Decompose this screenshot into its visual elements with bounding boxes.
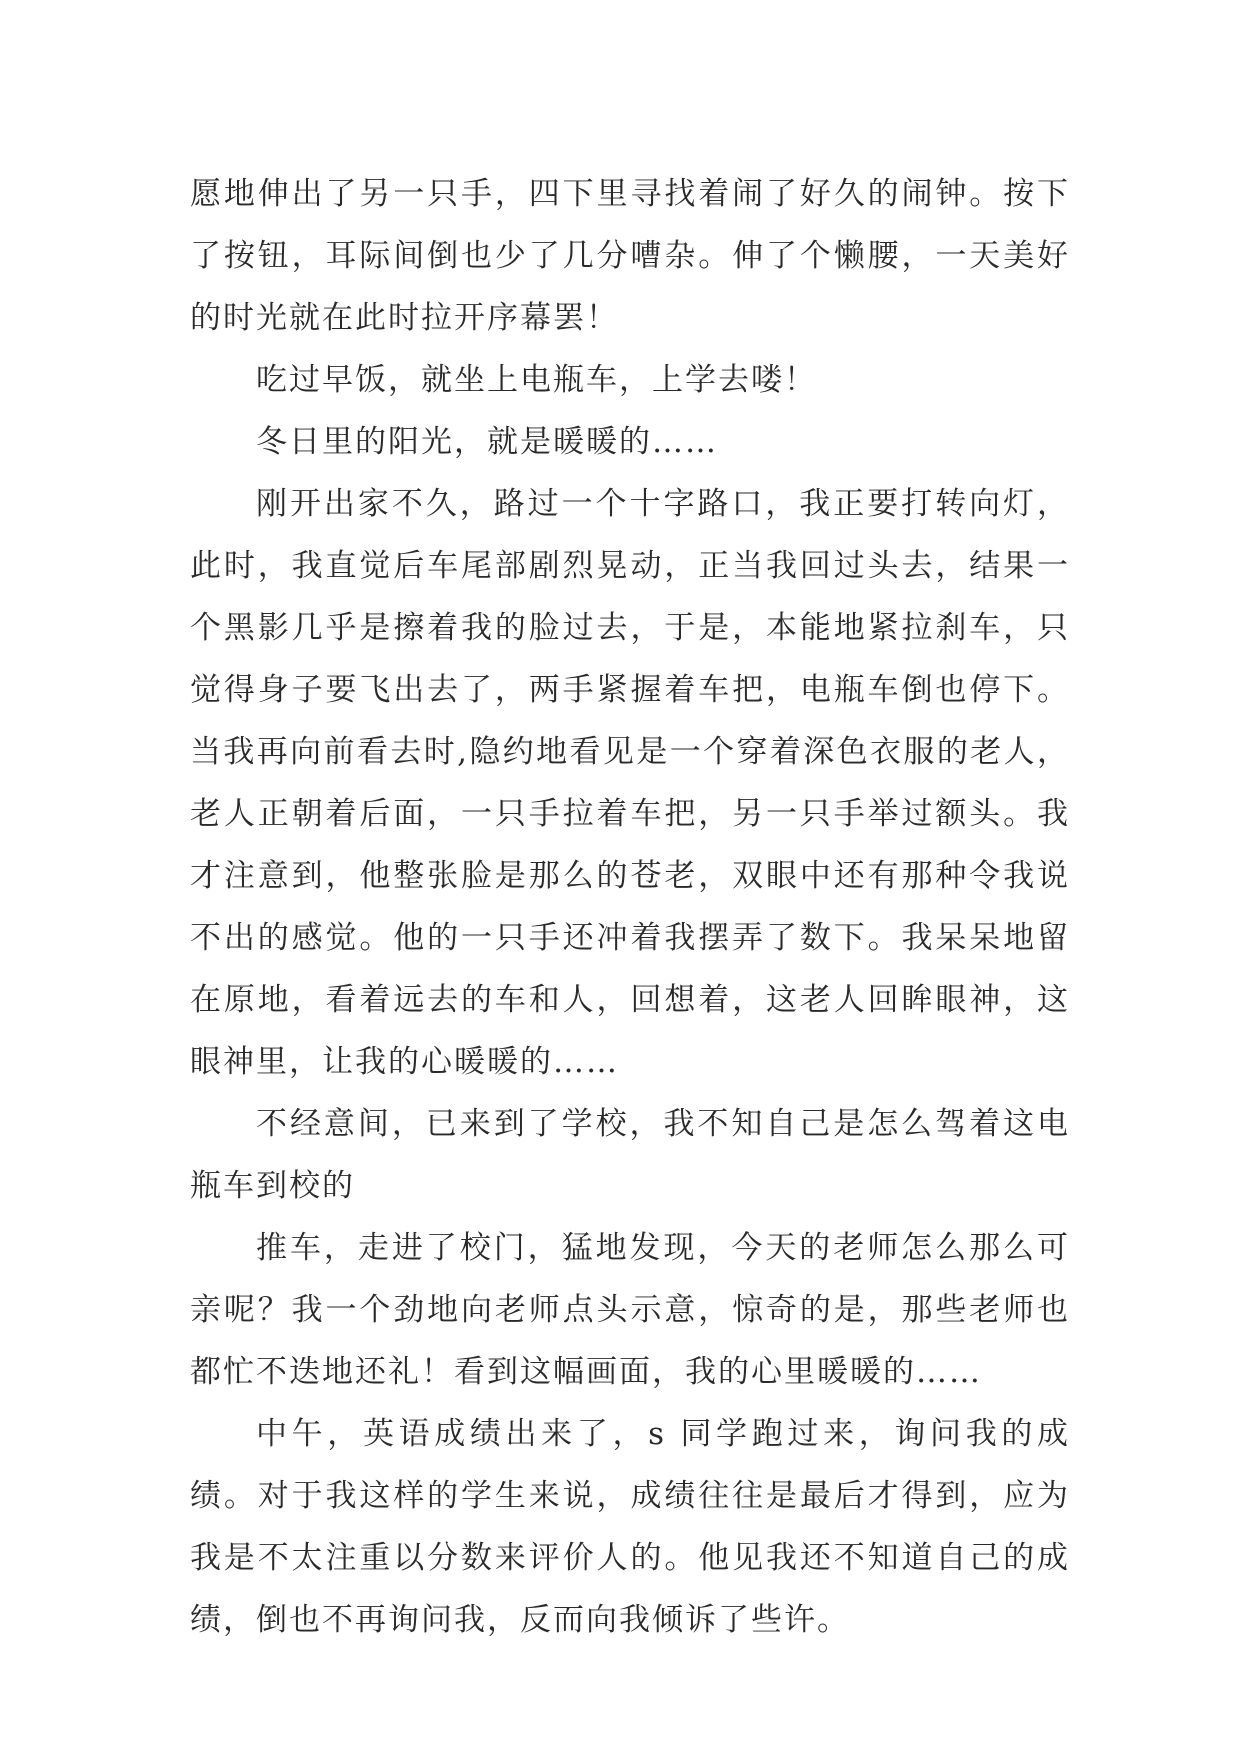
paragraph-4: 刚开出家不久，路过一个十字路口，我正要打转向灯，此时，我直觉后车尾部剧烈晃动，正当我回过头去，结果一个黑影几乎是擦着我的脸过去，于是，本能地紧拉刹车，只觉得身子要飞出去了，两手紧握着车把，电瓶车倒也停下。当我再向前看去时,隐约地看见是一个穿着深色衣服的老人，老人正朝着后面，一只手拉着车把，另一只手举过额头。我才注意到，他整张脸是那么的苍老，双眼中还有那种令我说不出的感觉。他的一只手还冲着我摆弄了数下。我呆呆地留在原地，看着远去的车和人，回想着，这老人回眸眼神，这眼神里，让我的心暖暖的…… [190,486,1070,1080]
paragraph-3: 冬日里的阳光，就是暖暖的…… [256,424,718,460]
document-page [190,163,1070,1651]
paragraph-6: 推车，走进了校门，猛地发现，今天的老师怎么那么可亲呢？我一个劲地向老师点头示意，惊奇的是，那些老师也都忙不迭地还礼！看到这幅画面，我的心里暖暖的…… [190,1230,1070,1390]
paragraph-5: 不经意间，已来到了学校，我不知自己是怎么驾着这电瓶车到校的 [190,1106,1070,1204]
paragraph-1: 愿地伸出了另一只手，四下里寻找着闹了好久的闹钟。按下了按钮，耳际间倒也少了几分嘈杂。伸了个懒腰，一天美好的时光就在此时拉开序幕罢！ [190,176,1070,336]
paragraph-2: 吃过早饭，就坐上电瓶车，上学去喽！ [256,362,817,398]
paragraph-7: 中午，英语成绩出来了，s 同学跑过来，询问我的成绩。对于我这样的学生来说，成绩往往是最后才得到，应为我是不太注重以分数来评价人的。他见我还不知道自己的成绩，倒也不再询问我，反而向我倾诉了些许。 [190,1416,1070,1638]
